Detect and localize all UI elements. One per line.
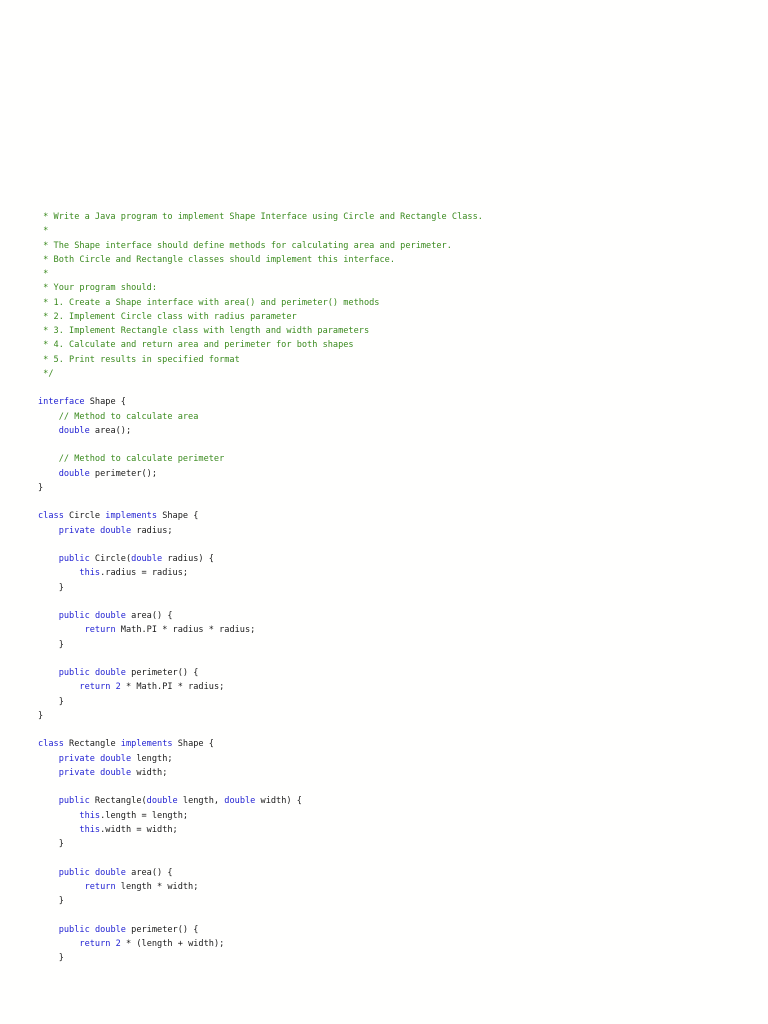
code-token-plain: area() { (125, 867, 173, 878)
code-token-keyword: double (58, 425, 90, 436)
code-token-comment: * Both Circle and Rectangle classes should implement this interface. (38, 254, 395, 265)
code-token-plain (38, 811, 79, 821)
code-line (38, 438, 483, 452)
code-token-keyword: private (58, 525, 95, 536)
code-token-plain (38, 625, 85, 635)
code-token-keyword: class (38, 739, 64, 750)
code-token-plain: radius) { (162, 554, 214, 564)
code-token-plain (38, 882, 85, 892)
code-line (38, 595, 483, 609)
code-token-plain: area() { (125, 611, 173, 621)
code-token-keyword: private (58, 767, 95, 778)
code-line (38, 680, 483, 694)
code-token-plain (38, 754, 59, 764)
code-token-keyword: class (38, 511, 64, 522)
code-line (38, 395, 483, 409)
code-line (38, 467, 483, 481)
code-token-comment: */ (38, 368, 54, 379)
code-line (38, 224, 483, 238)
code-line (38, 296, 483, 310)
code-line (38, 566, 483, 580)
code-line (38, 481, 483, 495)
code-line (38, 324, 483, 338)
code-line (38, 210, 483, 224)
code-token-keyword: implements (105, 511, 158, 522)
code-token-plain: Math.PI * radius * radius; (115, 625, 256, 636)
code-token-comment: * (38, 269, 49, 279)
code-token-comment: * 3. Implement Rectangle class with length and width parameters (38, 326, 370, 336)
code-token-keyword: double (224, 796, 256, 807)
code-line (38, 837, 483, 851)
code-token-plain: Shape { (157, 511, 199, 522)
code-line (38, 937, 483, 951)
code-token-keyword: return (79, 938, 111, 949)
code-token-plain (38, 412, 59, 422)
code-token-plain: } (38, 582, 64, 593)
code-token-plain: .width = width; (100, 824, 178, 835)
code-token-keyword: private (58, 753, 95, 764)
code-line (38, 338, 483, 352)
code-token-keyword: double (94, 867, 126, 878)
code-token-number: 2 (115, 938, 121, 949)
code-token-keyword: interface (38, 397, 85, 408)
code-token-keyword: double (146, 796, 178, 807)
code-token-plain (38, 925, 59, 935)
code-token-keyword: public (58, 554, 90, 564)
code-line (38, 623, 483, 637)
code-token-plain (38, 868, 59, 878)
code-token-plain (38, 768, 59, 778)
code-line (38, 424, 483, 438)
code-token-comment: * Write a Java program to implement Shape Interface using Circle and Rectangle Class. (38, 212, 483, 222)
code-token-plain: .length = length; (100, 810, 189, 821)
code-token-plain (38, 939, 79, 949)
code-token-plain: } (38, 710, 44, 721)
code-token-keyword: this (79, 568, 101, 579)
code-line (38, 310, 483, 324)
code-token-plain: Rectangle (63, 739, 121, 750)
code-token-comment: * 4. Calculate and return area and perimeter for both shapes (38, 340, 354, 351)
code-line (38, 780, 483, 794)
code-token-plain: * Math.PI * radius; (120, 682, 225, 693)
code-line (38, 239, 483, 253)
code-line (38, 581, 483, 595)
code-token-keyword: double (131, 554, 163, 564)
code-token-plain: area(); (89, 425, 132, 436)
code-token-keyword: public (58, 611, 90, 621)
code-token-plain (38, 426, 59, 436)
code-token-keyword: double (94, 668, 126, 678)
code-line (38, 538, 483, 552)
code-token-plain (38, 825, 79, 835)
code-token-keyword: public (58, 796, 90, 807)
code-token-plain: width) { (255, 796, 302, 807)
code-line (38, 809, 483, 823)
code-token-plain: perimeter() { (125, 924, 199, 935)
code-token-plain: } (38, 696, 64, 707)
code-line (38, 894, 483, 908)
code-token-plain: } (38, 482, 44, 493)
code-token-keyword: double (100, 753, 132, 764)
code-line (38, 908, 483, 922)
code-token-comment: * Your program should: (38, 283, 157, 294)
code-token-plain: .radius = radius; (100, 568, 189, 579)
code-token-keyword: implements (120, 739, 173, 750)
code-token-comment: * 1. Create a Shape interface with area() and perimeter() methods (38, 297, 380, 308)
code-line (38, 410, 483, 424)
code-token-plain (38, 611, 59, 621)
java-code-listing (38, 210, 483, 965)
code-token-plain: length; (131, 753, 173, 764)
code-line (38, 609, 483, 623)
code-line (38, 709, 483, 723)
code-line (38, 353, 483, 367)
code-token-keyword: this (79, 810, 101, 821)
code-token-plain: } (38, 839, 64, 849)
code-token-plain (38, 668, 59, 678)
code-token-plain (38, 796, 59, 806)
code-token-keyword: public (58, 867, 90, 878)
code-line (38, 866, 483, 880)
code-line (38, 253, 483, 267)
code-line (38, 695, 483, 709)
code-token-plain (38, 682, 79, 692)
code-line (38, 452, 483, 466)
code-token-plain: Circle (63, 511, 106, 522)
code-token-plain: length, (177, 796, 225, 807)
code-token-plain: Shape { (84, 397, 126, 408)
code-token-plain (38, 454, 59, 464)
code-line (38, 524, 483, 538)
code-token-plain: width; (131, 767, 168, 778)
code-token-keyword: public (58, 668, 90, 678)
code-line (38, 495, 483, 509)
code-line (38, 737, 483, 751)
code-token-keyword: double (100, 767, 132, 778)
code-line (38, 880, 483, 894)
code-token-keyword: return (84, 625, 116, 636)
code-line (38, 509, 483, 523)
code-token-keyword: double (94, 611, 126, 621)
code-token-plain: } (38, 896, 64, 906)
code-token-comment: // Method to calculate area (58, 411, 199, 422)
code-token-plain: Rectangle( (89, 796, 147, 807)
code-token-plain: * (length + width); (120, 938, 225, 949)
code-token-plain: perimeter() { (125, 668, 199, 678)
code-token-keyword: double (58, 468, 90, 479)
code-token-plain: radius; (131, 525, 173, 536)
code-token-keyword: public (58, 924, 90, 935)
code-token-comment: * The Shape interface should define methods for calculating area and perimeter. (38, 240, 452, 251)
code-line (38, 666, 483, 680)
code-token-keyword: this (79, 824, 101, 835)
code-line (38, 267, 483, 281)
code-token-plain: Shape { (172, 739, 214, 750)
code-line (38, 851, 483, 865)
code-line (38, 823, 483, 837)
code-line (38, 923, 483, 937)
code-line (38, 367, 483, 381)
code-line (38, 951, 483, 965)
code-line (38, 381, 483, 395)
code-token-keyword: return (79, 682, 111, 693)
code-line (38, 723, 483, 737)
code-line (38, 794, 483, 808)
code-token-plain: } (38, 639, 64, 650)
code-line (38, 752, 483, 766)
code-token-number: 2 (115, 682, 121, 693)
code-line (38, 638, 483, 652)
code-token-keyword: return (84, 881, 116, 892)
code-token-comment: * 2. Implement Circle class with radius parameter (38, 311, 297, 322)
code-token-plain: } (38, 953, 64, 963)
code-token-plain (38, 554, 59, 564)
code-token-comment: * 5. Print results in specified format (38, 354, 240, 365)
code-token-comment: * (38, 226, 49, 237)
code-token-plain: Circle( (89, 554, 132, 564)
code-line (38, 281, 483, 295)
code-line (38, 766, 483, 780)
code-token-plain (38, 469, 59, 479)
code-token-keyword: double (100, 525, 132, 536)
code-token-plain: perimeter(); (89, 468, 158, 479)
code-line (38, 552, 483, 566)
code-line (38, 652, 483, 666)
code-token-keyword: double (94, 924, 126, 935)
code-token-plain: length * width; (115, 881, 199, 892)
code-token-plain (38, 526, 59, 536)
code-token-comment: // Method to calculate perimeter (58, 454, 225, 465)
code-token-plain (38, 568, 79, 578)
